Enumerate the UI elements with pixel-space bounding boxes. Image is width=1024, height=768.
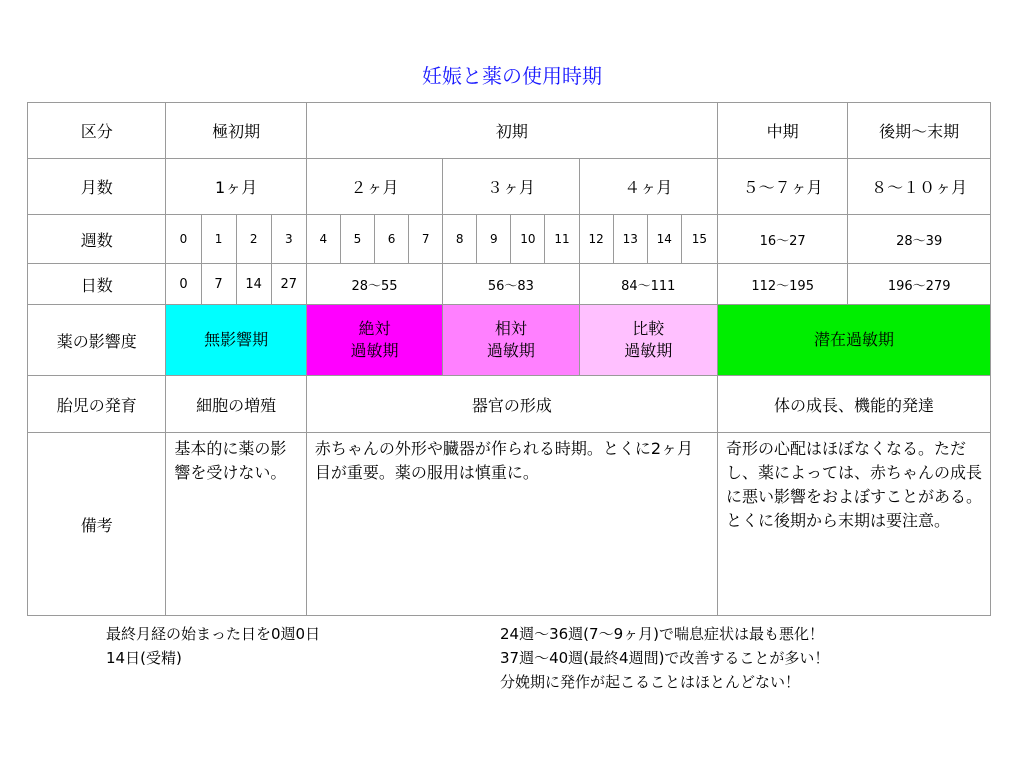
week-cell: 14: [647, 215, 681, 264]
week-cell: 0: [166, 215, 201, 264]
day-cell: 14: [236, 264, 271, 305]
footer-right-line: 24週～36週(7～9ヶ月)で喘息症状は最も悪化！: [500, 625, 824, 643]
effect-label: 相対: [494, 319, 527, 338]
week-range-28-39: 28～39: [848, 215, 991, 264]
effect-label: 比較: [632, 319, 665, 338]
week-cell: 10: [511, 215, 545, 264]
month-4: ４ヶ月: [579, 159, 717, 215]
effect-label: 無影響期: [204, 330, 269, 349]
effect-label: 過敏期: [624, 341, 673, 360]
week-cell: 2: [236, 215, 271, 264]
header-months: 月数: [28, 159, 166, 215]
day-range: 56～83: [443, 264, 579, 305]
day-range: 84～111: [579, 264, 717, 305]
month-8-10: ８～１０ヶ月: [848, 159, 991, 215]
effect-label: 過敏期: [350, 341, 399, 360]
month-3: ３ヶ月: [443, 159, 579, 215]
phase-very-early: 極初期: [166, 103, 306, 159]
effect-comparative-sensitive: [579, 305, 717, 376]
week-cell: 3: [271, 215, 306, 264]
dev-organ-formation: 器官の形成: [306, 376, 717, 433]
week-cell: 6: [375, 215, 409, 264]
note-early: 赤ちゃんの外形や臓器が作られる時期。とくに2ヶ月目が重要。薬の服用は慎重に。: [306, 433, 717, 616]
footer-left: [106, 622, 320, 670]
week-cell: 8: [443, 215, 477, 264]
day-cell: 0: [166, 264, 201, 305]
week-cell: 15: [681, 215, 717, 264]
week-cell: 12: [579, 215, 613, 264]
header-weeks: 週数: [28, 215, 166, 264]
header-drug-effect: 薬の影響度: [28, 305, 166, 376]
dev-body-growth: 体の成長、機能的発達: [717, 376, 990, 433]
day-range: 196～279: [848, 264, 991, 305]
week-cell: 13: [613, 215, 647, 264]
note-middle-late: 奇形の心配はほぼなくなる。ただし、薬によっては、赤ちゃんの成長に悪い影響をおよぼすことがある。とくに後期から末期は要注意。: [717, 433, 990, 616]
phase-middle: 中期: [717, 103, 847, 159]
effect-label: 潜在過敏期: [813, 330, 894, 349]
week-range-16-27: 16～27: [717, 215, 847, 264]
week-cell: 5: [340, 215, 374, 264]
note-very-early: 基本的に薬の影響を受けない。: [166, 433, 306, 616]
effect-label: 絶対: [358, 319, 391, 338]
month-2: ２ヶ月: [306, 159, 442, 215]
month-5-7: ５～７ヶ月: [717, 159, 847, 215]
footer-right: [500, 622, 829, 694]
month-1: 1ヶ月: [166, 159, 306, 215]
week-cell: 9: [477, 215, 511, 264]
day-range: 112～195: [717, 264, 847, 305]
header-fetal-development: 胎児の発育: [28, 376, 166, 433]
dev-cell-proliferation: 細胞の増殖: [166, 376, 306, 433]
footer-left-line: 14日(受精): [106, 649, 182, 667]
effect-relative-sensitive: [443, 305, 579, 376]
footer-left-line: 最終月経の始まった日を0週0日: [106, 625, 321, 643]
phase-early: 初期: [306, 103, 717, 159]
footer-right-line: 分娩期に発作が起こることはほとんどない！: [500, 673, 801, 691]
pregnancy-drug-table: [27, 102, 991, 616]
effect-label: 過敏期: [486, 341, 535, 360]
week-cell: 4: [306, 215, 340, 264]
day-cell: 7: [201, 264, 236, 305]
header-notes: 備考: [28, 433, 166, 616]
header-category: 区分: [28, 103, 166, 159]
effect-latent-sensitive: [717, 305, 990, 376]
header-days: 日数: [28, 264, 166, 305]
day-range: 28～55: [306, 264, 442, 305]
page-title: 妊娠と薬の使用時期: [422, 64, 602, 88]
week-cell: 1: [201, 215, 236, 264]
week-cell: 7: [409, 215, 443, 264]
effect-absolute-sensitive: [306, 305, 442, 376]
footer-right-line: 37週～40週(最終4週間)で改善することが多い！: [500, 649, 830, 667]
week-cell: 11: [545, 215, 579, 264]
phase-late: 後期～末期: [848, 103, 991, 159]
effect-no-effect: [166, 305, 306, 376]
day-cell: 27: [271, 264, 306, 305]
